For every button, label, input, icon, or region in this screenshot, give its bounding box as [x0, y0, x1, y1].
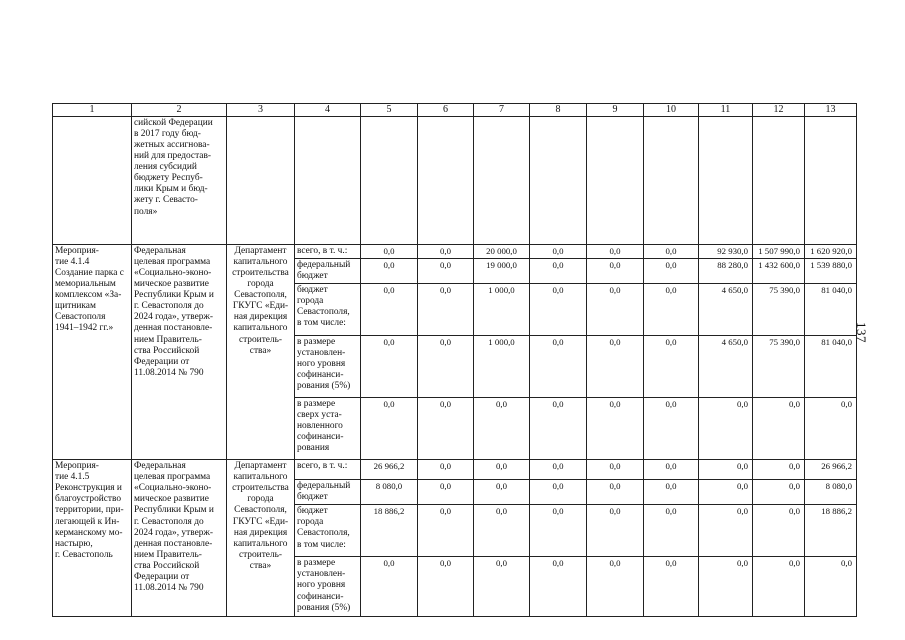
- value-cell: 0,0: [418, 258, 474, 283]
- text-line: сверх уста-: [297, 410, 342, 421]
- text-line: целевая программа: [134, 472, 211, 483]
- text-line: поля»: [134, 206, 158, 217]
- column-header: 2: [132, 104, 227, 117]
- empty-cell: [418, 116, 474, 244]
- text-line: софинанси-: [297, 370, 344, 381]
- text-line: нием Правитель-: [134, 549, 202, 560]
- text-line: в размере: [297, 558, 336, 569]
- column-header: 8: [530, 104, 587, 117]
- text-line: федеральный: [297, 259, 351, 270]
- measure-row: [53, 244, 857, 258]
- funding-source-label: [295, 284, 361, 336]
- value-cell: 0,0: [530, 284, 587, 336]
- value-cell: 18 886,2: [805, 505, 857, 557]
- measure-name: [53, 460, 132, 617]
- funding-source-label: [295, 258, 361, 283]
- text-line: лики Крым и бюд-: [134, 184, 208, 195]
- value-cell: 0,0: [587, 398, 644, 460]
- text-line: Департамент: [234, 245, 287, 256]
- value-cell: 19 000,0: [474, 258, 530, 283]
- department-cell: [227, 244, 295, 459]
- value-cell: 0,0: [361, 557, 418, 617]
- measure-row: [53, 460, 857, 480]
- text-line: Севастополя,: [234, 290, 287, 301]
- text-line: всего, в т. ч.:: [297, 245, 348, 256]
- value-cell: 0,0: [644, 557, 699, 617]
- text-line: рования (5%): [297, 381, 351, 392]
- value-cell: 18 886,2: [361, 505, 418, 557]
- text-line: комплексом «За-: [55, 290, 122, 301]
- funding-source-label: [295, 557, 361, 617]
- text-line: в том числе:: [297, 539, 346, 550]
- value-cell: 0,0: [753, 557, 805, 617]
- value-cell: 8 080,0: [361, 480, 418, 505]
- text-line: 11.08.2014 № 790: [134, 583, 204, 594]
- value-cell: 0,0: [699, 460, 753, 480]
- value-cell: 0,0: [418, 336, 474, 398]
- header-row: [53, 104, 857, 117]
- continuation-text: [132, 116, 227, 244]
- value-cell: 88 280,0: [699, 258, 753, 283]
- budget-table: [52, 103, 857, 617]
- value-cell: 4 650,0: [699, 284, 753, 336]
- value-cell: 0,0: [644, 398, 699, 460]
- value-cell: 0,0: [587, 460, 644, 480]
- value-cell: 0,0: [530, 336, 587, 398]
- column-header: 5: [361, 104, 418, 117]
- value-cell: 75 390,0: [753, 284, 805, 336]
- text-line: целевая программа: [134, 256, 211, 267]
- text-line: ного уровня: [297, 580, 346, 591]
- empty-cell: [805, 116, 857, 244]
- value-cell: 75 390,0: [753, 336, 805, 398]
- text-line: капитального: [233, 538, 288, 549]
- text-line: Севастополя,: [297, 307, 350, 318]
- text-line: денная постановле-: [134, 323, 213, 334]
- text-line: жетных ассигнова-: [134, 139, 210, 150]
- text-line: Реконструкция и: [55, 483, 122, 494]
- text-line: ства Российской: [134, 345, 200, 356]
- text-line: города: [297, 517, 324, 528]
- text-line: мическое развитие: [134, 494, 209, 505]
- text-line: всего, в т. ч.:: [297, 461, 348, 472]
- empty-cell: [295, 116, 361, 244]
- text-line: мемориальным: [55, 279, 116, 290]
- program-cell: [132, 244, 227, 459]
- text-line: бюджет: [297, 270, 328, 281]
- text-line: тие 4.1.5: [55, 472, 90, 483]
- text-line: в размере: [297, 337, 336, 348]
- value-cell: 0,0: [361, 398, 418, 460]
- text-line: Федеральная: [134, 461, 186, 472]
- column-header: 7: [474, 104, 530, 117]
- value-cell: 0,0: [530, 460, 587, 480]
- empty-cell: [474, 116, 530, 244]
- text-line: сийской Федерации: [134, 117, 213, 128]
- value-cell: 92 930,0: [699, 244, 753, 258]
- value-cell: 0,0: [644, 460, 699, 480]
- value-cell: 0,0: [644, 258, 699, 283]
- text-line: Республики Крым и: [134, 290, 214, 301]
- value-cell: 0,0: [361, 336, 418, 398]
- value-cell: 0,0: [474, 505, 530, 557]
- value-cell: 0,0: [753, 505, 805, 557]
- column-header: 12: [753, 104, 805, 117]
- value-cell: 1 507 990,0: [753, 244, 805, 258]
- continuation-row: [53, 116, 857, 244]
- text-line: щитникам: [55, 301, 96, 312]
- text-line: ления субсидий: [134, 162, 197, 173]
- value-cell: 1 620 920,0: [805, 244, 857, 258]
- value-cell: 0,0: [418, 284, 474, 336]
- value-cell: 81 040,0: [805, 336, 857, 398]
- value-cell: 1 000,0: [474, 336, 530, 398]
- value-cell: 0,0: [361, 258, 418, 283]
- text-line: нием Правитель-: [134, 334, 202, 345]
- value-cell: 0,0: [530, 557, 587, 617]
- column-header: 9: [587, 104, 644, 117]
- value-cell: 0,0: [805, 557, 857, 617]
- text-line: ная дирекция: [233, 312, 288, 323]
- value-cell: 0,0: [699, 505, 753, 557]
- text-line: софинанси-: [297, 432, 344, 443]
- funding-source-label: [295, 460, 361, 480]
- value-cell: 0,0: [418, 460, 474, 480]
- text-line: Федерации от: [134, 572, 190, 583]
- text-line: Мероприя-: [55, 245, 99, 256]
- funding-source-label: [295, 336, 361, 398]
- text-line: установлен-: [297, 569, 346, 580]
- text-line: Создание парка с: [55, 267, 124, 278]
- value-cell: 0,0: [587, 244, 644, 258]
- page-number: 137: [854, 322, 869, 343]
- value-cell: 0,0: [474, 480, 530, 505]
- text-line: города: [297, 296, 324, 307]
- text-line: федеральный: [297, 481, 351, 492]
- text-line: рования: [297, 443, 330, 454]
- value-cell: 0,0: [699, 557, 753, 617]
- text-line: строительства: [232, 483, 289, 494]
- column-header: 3: [227, 104, 295, 117]
- empty-cell: [699, 116, 753, 244]
- column-header: 13: [805, 104, 857, 117]
- text-line: строительства: [232, 267, 289, 278]
- department-cell: [227, 460, 295, 617]
- text-line: бюджету Респуб-: [134, 173, 203, 184]
- text-line: г. Севастополя до: [134, 301, 204, 312]
- value-cell: 0,0: [587, 336, 644, 398]
- text-line: бюджет: [297, 285, 328, 296]
- value-cell: 0,0: [530, 244, 587, 258]
- value-cell: 0,0: [418, 480, 474, 505]
- value-cell: 0,0: [474, 460, 530, 480]
- text-line: 11.08.2014 № 790: [134, 367, 204, 378]
- value-cell: 0,0: [805, 398, 857, 460]
- text-line: капитального: [233, 472, 288, 483]
- value-cell: 0,0: [361, 244, 418, 258]
- text-line: тие 4.1.4: [55, 256, 90, 267]
- text-line: Республики Крым и: [134, 505, 214, 516]
- text-line: Севастополя,: [297, 528, 350, 539]
- empty-cell: [753, 116, 805, 244]
- text-line: города: [247, 494, 274, 505]
- value-cell: 0,0: [530, 480, 587, 505]
- funding-source-label: [295, 398, 361, 460]
- value-cell: 0,0: [644, 505, 699, 557]
- text-line: г. Севастополя до: [134, 516, 204, 527]
- value-cell: 26 966,2: [805, 460, 857, 480]
- value-cell: 0,0: [530, 398, 587, 460]
- text-line: ний для предостав-: [134, 151, 212, 162]
- text-line: ГКУГС «Еди-: [232, 301, 289, 312]
- value-cell: 8 080,0: [805, 480, 857, 505]
- value-cell: 20 000,0: [474, 244, 530, 258]
- column-header: 11: [699, 104, 753, 117]
- value-cell: 0,0: [644, 480, 699, 505]
- value-cell: 0,0: [418, 398, 474, 460]
- empty-cell: [361, 116, 418, 244]
- value-cell: 0,0: [587, 557, 644, 617]
- column-header: 1: [53, 104, 132, 117]
- value-cell: 0,0: [530, 505, 587, 557]
- value-cell: 0,0: [418, 505, 474, 557]
- text-line: «Социально-эконо-: [134, 483, 212, 494]
- text-line: территории, при-: [55, 505, 124, 516]
- text-line: в размере: [297, 399, 336, 410]
- text-line: Мероприя-: [55, 461, 99, 472]
- empty-cell: [644, 116, 699, 244]
- text-line: рования (5%): [297, 602, 351, 613]
- text-line: легающей к Ин-: [55, 516, 120, 527]
- text-line: Федеральная: [134, 245, 186, 256]
- value-cell: 0,0: [530, 258, 587, 283]
- text-line: благоустройство: [55, 494, 122, 505]
- text-line: капитального: [233, 323, 288, 334]
- text-line: города: [247, 279, 274, 290]
- empty-cell: [530, 116, 587, 244]
- value-cell: 26 966,2: [361, 460, 418, 480]
- text-line: в том числе:: [297, 318, 346, 329]
- text-line: строитель-: [238, 334, 283, 345]
- text-line: ства Российской: [134, 560, 200, 571]
- text-line: Федерации от: [134, 356, 190, 367]
- funding-source-label: [295, 480, 361, 505]
- text-line: жету г. Севасто-: [134, 195, 198, 206]
- text-line: ная дирекция: [233, 527, 288, 538]
- empty-cell: [53, 116, 132, 244]
- funding-source-label: [295, 244, 361, 258]
- text-line: Департамент: [234, 461, 287, 472]
- value-cell: 0,0: [644, 284, 699, 336]
- text-line: установлен-: [297, 348, 346, 359]
- text-line: ства»: [249, 345, 272, 356]
- value-cell: 0,0: [474, 398, 530, 460]
- text-line: Севастополя: [55, 312, 106, 323]
- value-cell: 0,0: [587, 258, 644, 283]
- text-line: ного уровня: [297, 359, 346, 370]
- value-cell: 0,0: [699, 398, 753, 460]
- text-line: новленного: [297, 421, 343, 432]
- text-line: денная постановле-: [134, 538, 213, 549]
- text-line: 2024 года», утверж-: [134, 312, 214, 323]
- empty-cell: [587, 116, 644, 244]
- value-cell: 1 000,0: [474, 284, 530, 336]
- value-cell: 0,0: [644, 336, 699, 398]
- text-line: керманскому мо-: [55, 527, 123, 538]
- text-line: в 2017 году бюд-: [134, 128, 201, 139]
- value-cell: 0,0: [753, 398, 805, 460]
- column-header: 6: [418, 104, 474, 117]
- value-cell: 0,0: [753, 480, 805, 505]
- funding-source-label: [295, 505, 361, 557]
- text-line: 2024 года», утверж-: [134, 527, 214, 538]
- value-cell: 0,0: [474, 557, 530, 617]
- column-header: 4: [295, 104, 361, 117]
- text-line: настырю,: [55, 538, 93, 549]
- value-cell: 0,0: [418, 244, 474, 258]
- text-line: г. Севастополь: [55, 549, 113, 560]
- value-cell: 1 432 600,0: [753, 258, 805, 283]
- text-line: «Социально-эконо-: [134, 267, 212, 278]
- text-line: софинанси-: [297, 591, 344, 602]
- text-line: Севастополя,: [234, 505, 287, 516]
- text-line: капитального: [233, 256, 288, 267]
- value-cell: 0,0: [753, 460, 805, 480]
- text-line: ГКУГС «Еди-: [232, 516, 289, 527]
- value-cell: 0,0: [644, 244, 699, 258]
- value-cell: 0,0: [587, 505, 644, 557]
- text-line: бюджет: [297, 506, 328, 517]
- text-line: строитель-: [238, 549, 283, 560]
- value-cell: 0,0: [587, 284, 644, 336]
- text-line: ства»: [249, 560, 272, 571]
- value-cell: 0,0: [361, 284, 418, 336]
- value-cell: 0,0: [418, 557, 474, 617]
- text-line: 1941–1942 гг.»: [55, 323, 114, 334]
- text-line: бюджет: [297, 492, 328, 503]
- value-cell: 0,0: [587, 480, 644, 505]
- text-line: мическое развитие: [134, 279, 209, 290]
- value-cell: 1 539 880,0: [805, 258, 857, 283]
- program-cell: [132, 460, 227, 617]
- measure-name: [53, 244, 132, 459]
- value-cell: 4 650,0: [699, 336, 753, 398]
- empty-cell: [227, 116, 295, 244]
- value-cell: 0,0: [699, 480, 753, 505]
- value-cell: 81 040,0: [805, 284, 857, 336]
- column-header: 10: [644, 104, 699, 117]
